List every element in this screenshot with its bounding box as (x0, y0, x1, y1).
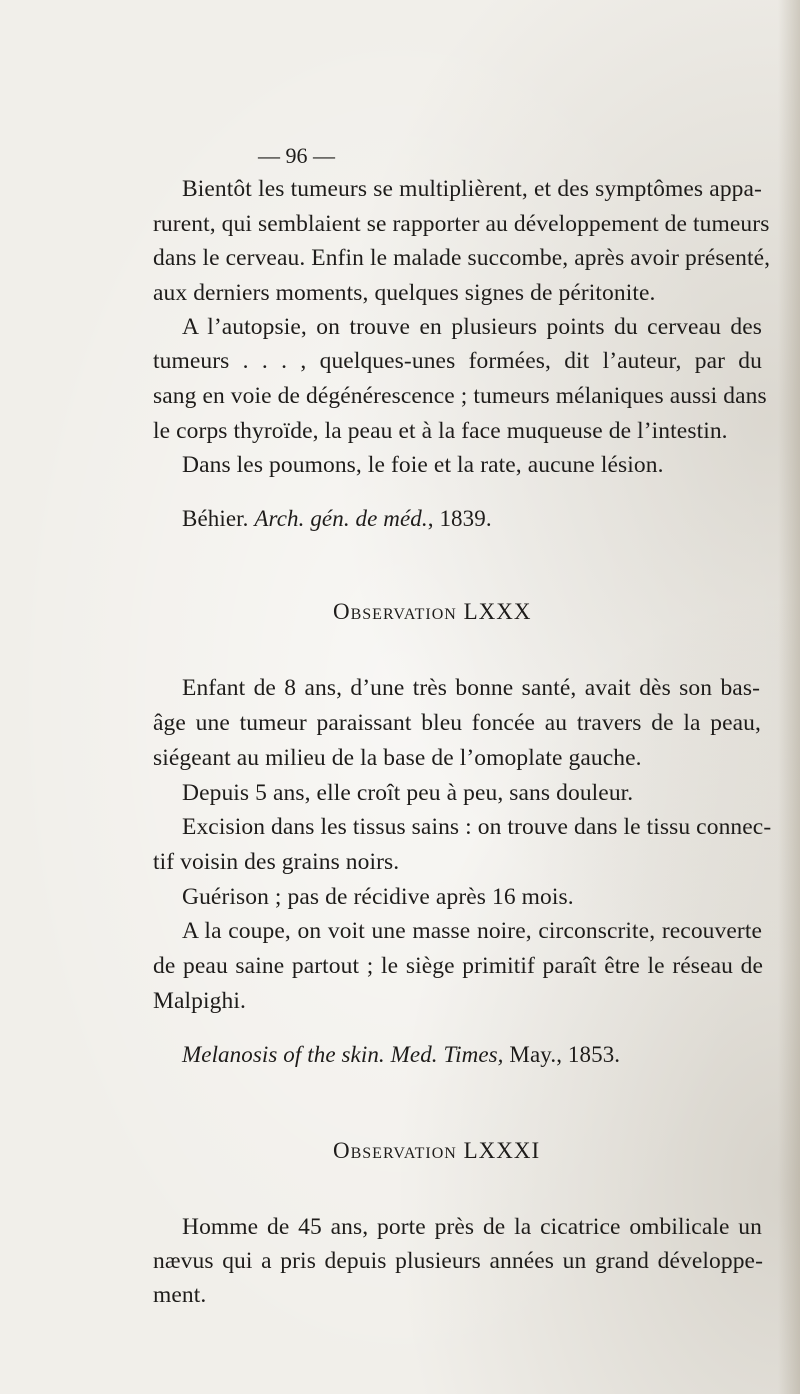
paragraph-line: Excision dans les tissus sains : on trouve dans le tissu connec- (182, 814, 772, 840)
paragraph-line: Depuis 5 ans, elle croît peu à peu, sans douleur. (182, 780, 634, 806)
paragraph-line: sang en voie de dégénérescence ; tumeurs mélaniques aussi dans (153, 383, 767, 409)
paragraph-line: aux derniers moments, quelques signes de péritonite. (153, 280, 656, 306)
reference-author: Béhier. (182, 506, 249, 531)
section-heading: Observation LXXX (333, 599, 532, 624)
paragraph-line: Enfant de 8 ans, d’une très bonne santé, avait dès son bas- (182, 675, 760, 701)
paragraph-line: dans le cerveau. Enfin le malade succombe, après avoir présenté, (153, 245, 771, 271)
paragraph-line: siégeant au milieu de la base de l’omoplate gauche. (153, 745, 642, 771)
paragraph-line: A l’autopsie, on trouve en plusieurs points du cerveau des (182, 314, 762, 340)
paragraph-line: le corps thyroïde, la peau et à la face muqueuse de l’intestin. (153, 418, 728, 444)
bibliographic-reference (182, 504, 492, 534)
paragraph-line: tif voisin des grains noirs. (153, 849, 400, 875)
paragraph-line: Dans les poumons, le foie et la rate, aucune lésion. (182, 452, 664, 478)
page-number: — 96 — (258, 143, 335, 168)
paragraph-line: rurent, qui semblaient se rapporter au développement de tumeurs (153, 211, 770, 237)
paragraph-line: Guérison ; pas de récidive après 16 mois. (182, 884, 574, 910)
paragraph-line: Malpighi. (153, 988, 246, 1014)
paragraph-line: de peau saine partout ; le siège primitif paraît être le réseau de (153, 953, 763, 979)
paragraph-line: A la coupe, on voit une masse noire, circonscrite, recouverte (182, 918, 762, 944)
page-edge-shadow (778, 0, 800, 1394)
paragraph-line: Bientôt les tumeurs se multiplièrent, et des symptômes appa- (182, 176, 762, 202)
reference-date: May., 1853. (503, 1042, 621, 1067)
paragraph-line: ment. (153, 1282, 207, 1308)
section-heading: Observation LXXXI (333, 1138, 541, 1163)
reference-journal: Arch. gén. de méd. (254, 506, 428, 531)
paragraph-line: âge une tumeur paraissant bleu foncée au travers de la peau, (153, 710, 761, 736)
paragraph-line: tumeurs . . . , quelques-unes formées, dit l’auteur, par du (153, 348, 762, 374)
paragraph-line: Homme de 45 ans, porte près de la cicatrice ombilicale un (182, 1214, 762, 1240)
paragraph-line: nævus qui a pris depuis plusieurs années un grand développe- (153, 1248, 763, 1274)
bibliographic-reference (182, 1040, 620, 1070)
reference-title: Melanosis of the skin. Med. Times, (182, 1042, 504, 1067)
reference-year: , 1839. (427, 506, 492, 531)
